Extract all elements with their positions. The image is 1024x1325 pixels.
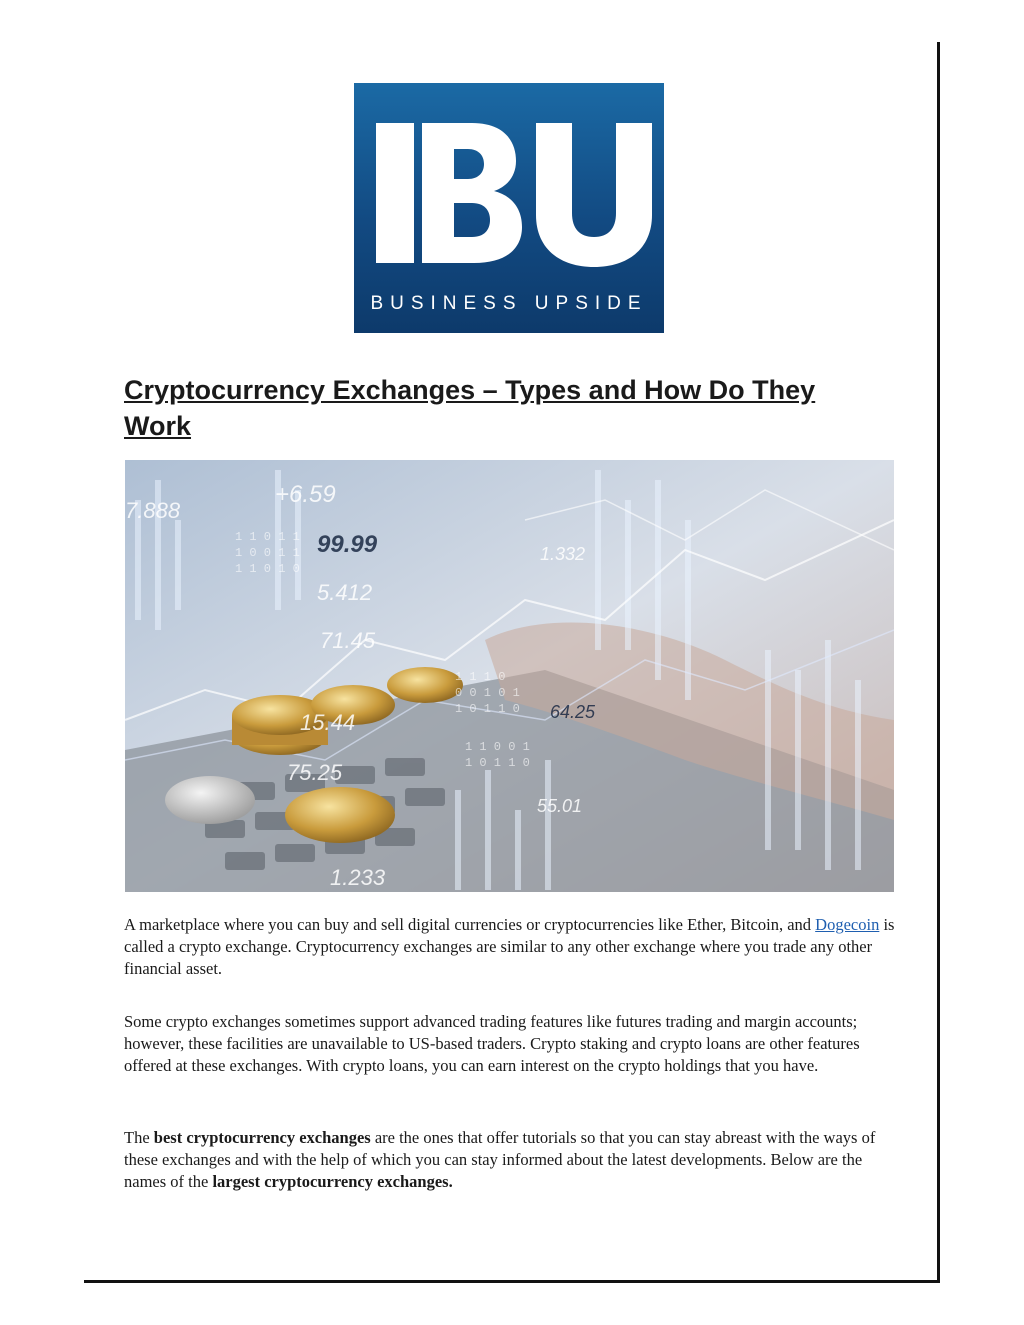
svg-text:1 0 1 1 0: 1 0 1 1 0 — [465, 756, 530, 770]
page-border-right — [937, 42, 940, 1282]
paragraph-features: Some crypto exchanges sometimes support advanced trading features like futures trading and margin accounts; however, these facilities are unavailable to US-based traders. Crypto staking and crypto loans are other features offered at these exchanges. With crypto loans, you can earn interest on the crypto holdings that you have. — [124, 1012, 860, 1075]
svg-text:1 1 1 0: 1 1 1 0 — [455, 670, 506, 684]
hero-image-crypto-trading — [125, 460, 894, 892]
svg-text:1 1 0 1 0: 1 1 0 1 0 — [235, 562, 300, 576]
svg-text:1 1 0 0 1: 1 1 0 0 1 — [465, 740, 530, 754]
article-title: Cryptocurrency Exchanges – Types and How Do They Work — [124, 375, 816, 441]
hero-number: 1.233 — [330, 865, 386, 890]
hero-number: 1.332 — [540, 544, 586, 564]
hero-illustration — [125, 460, 894, 892]
paragraph-best-exchanges — [124, 1127, 899, 1193]
svg-text:1 0 0 1 1: 1 0 0 1 1 — [235, 546, 300, 560]
hero-number: 55.01 — [537, 796, 583, 816]
paragraph-text: is called a crypto exchange. Cryptocurrency exchanges are similar to any other exchange where you trade any other financial asset. — [124, 915, 895, 978]
hero-number: 15.44 — [300, 710, 356, 735]
svg-text:1 0 1 1 0: 1 0 1 1 0 — [455, 702, 520, 716]
hero-number: 99.99 — [317, 531, 378, 558]
hero-number: 5.412 — [317, 580, 373, 605]
svg-text:0 0 1 0 1: 0 0 1 0 1 — [455, 686, 520, 700]
logo-wordmark: BUSINESS UPSIDE — [370, 293, 648, 314]
hero-number: +6.59 — [275, 481, 336, 508]
business-upside-logo — [354, 83, 664, 333]
paragraph-intro — [124, 914, 899, 980]
paragraph-text: are the ones that offer tutorials so that you can stay abreast with the ways of these exchanges and with the help of which you can stay informed about the latest developments. Below are the names of the — [124, 1128, 876, 1191]
hero-number: 7.888 — [125, 498, 181, 523]
page-border-bottom — [84, 1280, 940, 1283]
bold-largest-exchanges: largest cryptocurrency exchanges. — [212, 1172, 453, 1191]
bu-monogram — [354, 83, 664, 293]
bold-best-exchanges: best cryptocurrency exchanges — [153, 1128, 371, 1147]
hero-number: 71.45 — [320, 628, 376, 653]
dogecoin-link[interactable]: Dogecoin — [815, 915, 880, 934]
hero-number: 75.25 — [287, 760, 343, 785]
svg-text:1 1 0 1 1: 1 1 0 1 1 — [235, 530, 300, 544]
hero-number: 64.25 — [550, 702, 596, 722]
paragraph-text: The — [124, 1128, 154, 1147]
paragraph-text: A marketplace where you can buy and sell digital currencies or cryptocurrencies like Ether, Bitcoin, and — [124, 915, 816, 934]
